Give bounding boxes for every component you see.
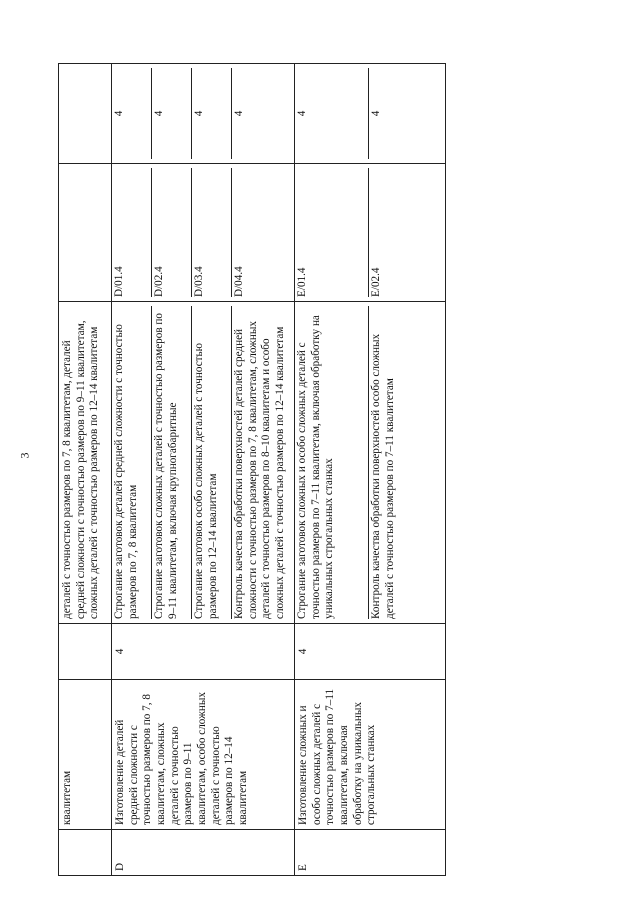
- labor-function-name: Строгание заготовок деталей средней сложности с точностью размеров по 7, 8 квалитетам: [112, 306, 152, 619]
- table-row: [59, 64, 112, 876]
- labor-function-code: D/04.4: [233, 266, 245, 297]
- labor-function-name: Контроль качества обработки поверхностей деталей средней сложности с точностью размеров по 7, 8 квалитетам, сложных деталей с точностью размеров по 8–10 квалитетам и особо сложных деталей с точностью размеров по 12–14 квалитетам: [233, 321, 286, 619]
- labor-function-level: [59, 64, 112, 164]
- generalized-function-level: [59, 624, 112, 680]
- rotated-table-wrapper: [58, 64, 438, 876]
- generalized-function-level: 4: [112, 624, 295, 680]
- generalized-function-code: [59, 830, 112, 876]
- labor-function-name: деталей с точностью размеров по 7, 8 квалитетам, деталей средней сложности с точностью размеров по 9–11 квалитетам, сложных деталей с точностью размеров по 12–14 квалитетам: [59, 302, 112, 624]
- labor-function-code: D/02.4: [152, 168, 192, 297]
- labor-function-name: Строгание заготовок сложных и особо сложных деталей с точностью размеров по 7–11 квалитетам, включая обработку на уникальных строгальных станках: [295, 306, 369, 619]
- labor-function-code: D/01.4: [112, 168, 152, 297]
- labor-function-code: [59, 164, 112, 302]
- labor-function-code: D/03.4: [192, 168, 232, 297]
- labor-function-level: 4: [192, 68, 232, 159]
- labor-function-names: [295, 302, 446, 624]
- labor-function-codes: [112, 164, 295, 302]
- labor-function-level: 4: [112, 68, 152, 159]
- labor-function-code: E/01.4: [295, 168, 369, 297]
- labor-function-names: [112, 302, 295, 624]
- labor-function-levels: [112, 64, 295, 164]
- labor-function-codes: [295, 164, 446, 302]
- generalized-function-name: Изготовление сложных и особо сложных деталей с точностью размеров по 7–11 квалитетам, включая обработку на уникальных строгальных станках: [295, 680, 446, 830]
- labor-function-level: 4: [370, 110, 382, 117]
- generalized-function-name: квалитетам: [59, 680, 112, 830]
- table-row: [112, 64, 295, 876]
- labor-function-levels: [295, 64, 446, 164]
- labor-function-name: Контроль качества обработки поверхностей особо сложных деталей с точностью размеров по 7–11 квалитетам: [370, 333, 396, 619]
- functions-table: [58, 63, 446, 876]
- generalized-function-code: E: [295, 830, 446, 876]
- labor-function-level: 4: [233, 110, 245, 117]
- generalized-function-code: D: [112, 830, 295, 876]
- table-row: [295, 64, 446, 876]
- labor-function-level: 4: [295, 68, 369, 159]
- labor-function-code: E/02.4: [370, 267, 382, 297]
- labor-function-name: Строгание заготовок особо сложных деталей с точностью размеров по 12–14 квалитетам: [192, 306, 232, 619]
- generalized-function-level: 4: [295, 624, 446, 680]
- labor-function-level: 4: [152, 68, 192, 159]
- labor-function-name: Строгание заготовок сложных деталей с точностью размеров по 9–11 квалитетам, включая крупногабаритные: [152, 306, 192, 619]
- generalized-function-name: Изготовление деталей средней сложности с точностью размеров по 7, 8 квалитетам, сложных деталей с точностью размеров по 9–11 квалитетам, особо сложных деталей с точностью размеров по 12–14 квалитетам: [112, 680, 295, 830]
- page-number: 3: [17, 452, 32, 459]
